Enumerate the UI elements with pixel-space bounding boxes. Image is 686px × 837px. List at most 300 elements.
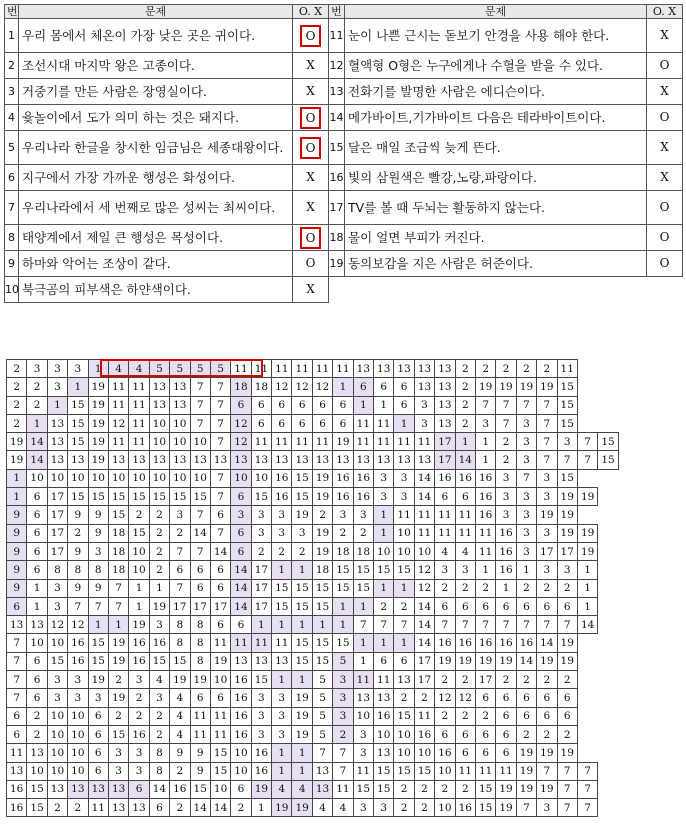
grid-cell: 11 (129, 433, 149, 451)
grid-cell: 3 (374, 469, 394, 487)
grid-cell: 14 (149, 780, 169, 798)
grid-cell: 10 (47, 707, 67, 725)
grid-cell: 3 (333, 506, 353, 524)
grid-cell: 6 (496, 707, 516, 725)
grid-cell: 9 (190, 762, 210, 780)
grid-cell: 11 (353, 671, 373, 689)
grid-cell: 3 (374, 799, 394, 817)
grid-cell: 3 (537, 799, 557, 817)
grid-cell: 2 (394, 780, 414, 798)
grid-cell: 7 (210, 524, 230, 542)
grid-cell: 1 (129, 579, 149, 597)
grid-cell: 7 (108, 597, 128, 615)
grid-cell: 17 (251, 597, 271, 615)
grid-row (7, 744, 619, 762)
grid-cell: 15 (557, 469, 577, 487)
grid-cell: 17 (47, 542, 67, 560)
grid-cell: 3 (47, 378, 67, 396)
grid-cell: 19 (312, 488, 332, 506)
grid-cell: 3 (516, 433, 536, 451)
grid-cell: 2 (292, 542, 312, 560)
grid-cell: 3 (170, 506, 190, 524)
grid-cell: 12 (414, 561, 434, 579)
grid-cell: 19 (577, 488, 597, 506)
grid-cell: 3 (47, 689, 67, 707)
grid-cell: 13 (170, 378, 190, 396)
grid-cell: 13 (27, 744, 47, 762)
grid-cell: 19 (292, 725, 312, 743)
grid-cell: 1 (7, 488, 27, 506)
grid-cell: 16 (68, 652, 88, 670)
grid-cell: 6 (435, 488, 455, 506)
grid-cell: 19 (537, 744, 557, 762)
grid-cell: 11 (210, 634, 230, 652)
grid-cell: 13 (88, 780, 108, 798)
grid-cell: 15 (88, 488, 108, 506)
grid-cell: 3 (516, 542, 536, 560)
grid-cell: 13 (149, 378, 169, 396)
grid-cell: 13 (353, 451, 373, 469)
grid-cell: 6 (272, 396, 292, 414)
grid-cell: 6 (496, 597, 516, 615)
grid-cell: 15 (47, 652, 67, 670)
grid-cell: 10 (374, 725, 394, 743)
question-number: 18 (329, 225, 345, 251)
grid-cell: 2 (455, 780, 475, 798)
grid-cell: 13 (47, 433, 67, 451)
quiz-row (5, 79, 683, 105)
grid-cell: 13 (394, 451, 414, 469)
grid-row (7, 671, 619, 689)
grid-cell: 3 (516, 506, 536, 524)
grid-cell: 3 (149, 616, 169, 634)
grid-cell: 1 (374, 396, 394, 414)
quiz-row (5, 53, 683, 79)
grid-cell: 19 (88, 451, 108, 469)
grid-cell: 19 (537, 378, 557, 396)
grid-cell: 12 (414, 579, 434, 597)
grid-cell: 16 (129, 652, 149, 670)
grid-cell: 11 (414, 506, 434, 524)
grid-cell: 19 (210, 652, 230, 670)
grid-cell: 6 (190, 561, 210, 579)
question-number: 9 (5, 251, 19, 277)
quiz-row (5, 105, 683, 131)
question-number: 13 (329, 79, 345, 105)
grid-cell: 5 (333, 652, 353, 670)
grid-cell: 15 (394, 762, 414, 780)
grid-cell: 2 (149, 725, 169, 743)
grid-cell: 8 (47, 561, 67, 579)
grid-cell: 2 (455, 360, 475, 378)
grid-cell: 6 (231, 616, 251, 634)
question-text: 우리 몸에서 체온이 가장 낮은 곳은 귀이다. (19, 19, 293, 53)
grid-cell: 19 (88, 396, 108, 414)
grid-cell: 2 (149, 506, 169, 524)
grid-cell: 4 (272, 780, 292, 798)
grid-cell: 7 (435, 616, 455, 634)
empty-cell (329, 277, 683, 303)
grid-cell: 10 (68, 707, 88, 725)
quiz-row (5, 131, 683, 165)
grid-cell: 13 (170, 396, 190, 414)
grid-cell: 3 (129, 744, 149, 762)
grid-cell: 15 (292, 579, 312, 597)
grid-cell: 3 (435, 561, 455, 579)
grid-cell: 3 (496, 469, 516, 487)
grid-cell: 3 (149, 689, 169, 707)
grid-cell: 11 (374, 433, 394, 451)
grid-cell: 14 (414, 488, 434, 506)
grid-cell: 15 (170, 488, 190, 506)
grid-cell: 16 (333, 488, 353, 506)
grid-cell: 2 (435, 780, 455, 798)
grid-cell: 17 (251, 579, 271, 597)
question-number: 12 (329, 53, 345, 79)
grid-cell: 6 (27, 652, 47, 670)
grid-cell: 2 (27, 707, 47, 725)
grid-cell: 16 (374, 707, 394, 725)
grid-cell: 3 (88, 542, 108, 560)
grid-cell: 7 (496, 616, 516, 634)
grid-cell: 8 (190, 616, 210, 634)
grid-cell: 10 (129, 561, 149, 579)
grid-cell: 2 (149, 524, 169, 542)
answer-cell (293, 19, 329, 53)
grid-cell: 13 (129, 799, 149, 817)
grid-cell: 1 (394, 634, 414, 652)
grid-cell: 19 (577, 542, 597, 560)
grid-cell: 16 (455, 799, 475, 817)
grid-cell: 15 (272, 597, 292, 615)
grid-cell: 1 (88, 616, 108, 634)
grid-cell: 16 (129, 725, 149, 743)
grid-cell: 3 (537, 561, 557, 579)
grid-cell: 7 (557, 799, 577, 817)
grid-cell: 17 (414, 671, 434, 689)
grid-cell: 1 (577, 579, 597, 597)
grid-cell: 18 (312, 561, 332, 579)
grid-cell: 2 (129, 689, 149, 707)
answer-cell: O (647, 225, 683, 251)
grid-cell: 2 (455, 579, 475, 597)
grid-cell: 17 (210, 597, 230, 615)
question-text: 하마와 악어는 조상이 같다. (19, 251, 293, 277)
grid-cell: 7 (7, 652, 27, 670)
grid-cell: 5 (312, 689, 332, 707)
grid-cell: 3 (129, 671, 149, 689)
grid-cell: 7 (557, 762, 577, 780)
grid-cell: 16 (68, 634, 88, 652)
grid-cell: 1 (292, 561, 312, 579)
question-number: 17 (329, 191, 345, 225)
grid-cell: 11 (108, 396, 128, 414)
question-number: 5 (5, 131, 19, 165)
grid-cell: 15 (292, 597, 312, 615)
grid-cell: 2 (47, 799, 67, 817)
grid-cell: 7 (516, 396, 536, 414)
grid-cell: 6 (27, 542, 47, 560)
question-text: 우리나라에서 세 번째로 많은 성씨는 최씨이다. (19, 191, 293, 225)
answer-cell: O (293, 251, 329, 277)
grid-cell: 15 (129, 524, 149, 542)
grid-cell: 7 (333, 762, 353, 780)
question-text: 조선시대 마지막 왕은 고종이다. (19, 53, 293, 79)
grid-cell: 7 (475, 616, 495, 634)
grid-cell: 11 (435, 506, 455, 524)
grid-cell: 6 (251, 396, 271, 414)
grid-cell: 8 (88, 561, 108, 579)
grid-cell: 19 (516, 762, 536, 780)
grid-cell: 2 (129, 707, 149, 725)
grid-cell: 3 (272, 707, 292, 725)
answer-cell: X (647, 165, 683, 191)
grid-cell: 7 (190, 542, 210, 560)
grid-cell: 15 (312, 579, 332, 597)
grid-cell: 2 (516, 725, 536, 743)
grid-cell: 6 (210, 689, 230, 707)
grid-cell: 19 (312, 469, 332, 487)
grid-cell: 7 (557, 616, 577, 634)
grid-row (7, 506, 619, 524)
grid-cell: 1 (292, 744, 312, 762)
grid-cell: 6 (455, 725, 475, 743)
grid-cell: 19 (108, 652, 128, 670)
grid-cell: 10 (47, 725, 67, 743)
grid-cell: 2 (170, 799, 190, 817)
grid-cell: 11 (414, 433, 434, 451)
quiz-row (5, 277, 683, 303)
grid-cell: 13 (47, 780, 67, 798)
answer-cell: X (647, 131, 683, 165)
grid-cell: 13 (27, 616, 47, 634)
grid-cell: 15 (292, 634, 312, 652)
grid-cell: 3 (496, 506, 516, 524)
grid-cell: 3 (353, 744, 373, 762)
grid-cell: 3 (516, 488, 536, 506)
grid-cell: 8 (170, 616, 190, 634)
grid-row (7, 652, 619, 670)
grid-cell: 13 (108, 799, 128, 817)
grid-cell: 19 (292, 707, 312, 725)
grid-cell: 15 (108, 725, 128, 743)
grid-cell: 5 (170, 360, 190, 378)
grid-cell: 6 (312, 396, 332, 414)
grid-cell: 16 (7, 780, 27, 798)
grid-cell: 6 (88, 707, 108, 725)
grid-cell: 6 (190, 689, 210, 707)
grid-cell: 11 (312, 360, 332, 378)
grid-cell: 19 (312, 524, 332, 542)
grid-cell: 14 (231, 561, 251, 579)
grid-cell: 1 (272, 616, 292, 634)
grid-cell: 13 (414, 360, 434, 378)
grid-cell: 2 (455, 707, 475, 725)
question-number: 10 (5, 277, 19, 303)
grid-cell: 10 (394, 542, 414, 560)
grid-cell: 2 (374, 597, 394, 615)
grid-cell: 15 (312, 634, 332, 652)
grid-cell: 7 (170, 542, 190, 560)
grid-cell: 11 (475, 524, 495, 542)
grid-cell: 7 (455, 616, 475, 634)
grid-cell: 15 (210, 744, 230, 762)
question-number: 1 (5, 19, 19, 53)
grid-cell: 11 (353, 414, 373, 432)
grid-cell: 19 (516, 780, 536, 798)
grid-cell: 10 (68, 725, 88, 743)
grid-row (7, 378, 619, 396)
grid-cell: 6 (251, 414, 271, 432)
grid-row (7, 799, 619, 817)
grid-cell: 5 (149, 360, 169, 378)
grid-cell: 13 (435, 414, 455, 432)
grid-cell: 7 (190, 378, 210, 396)
grid-cell: 15 (598, 451, 618, 469)
grid-cell: 2 (557, 725, 577, 743)
grid-cell: 18 (251, 378, 271, 396)
grid-cell: 15 (475, 799, 495, 817)
grid-cell: 8 (149, 762, 169, 780)
answer-cell: X (293, 79, 329, 105)
grid-cell: 7 (516, 469, 536, 487)
header-question: 문제 (345, 5, 647, 19)
grid-cell: 2 (455, 378, 475, 396)
grid-cell: 6 (537, 707, 557, 725)
grid-cell: 9 (7, 542, 27, 560)
grid-cell: 13 (108, 451, 128, 469)
grid-cell: 1 (333, 597, 353, 615)
question-number: 19 (329, 251, 345, 277)
grid-cell: 3 (557, 433, 577, 451)
quiz-row (5, 225, 683, 251)
question-text: 빛의 삼원색은 빨강,노랑,파랑이다. (345, 165, 647, 191)
grid-cell: 6 (537, 597, 557, 615)
grid-cell: 7 (374, 616, 394, 634)
grid-cell: 19 (475, 378, 495, 396)
grid-cell: 15 (333, 579, 353, 597)
question-number: 11 (329, 19, 345, 53)
grid-cell: 3 (251, 707, 271, 725)
grid-cell: 10 (394, 524, 414, 542)
grid-cell: 1 (251, 799, 271, 817)
grid-cell: 17 (557, 542, 577, 560)
grid-cell: 2 (496, 451, 516, 469)
grid-cell: 10 (190, 433, 210, 451)
grid-cell: 6 (435, 597, 455, 615)
grid-cell: 11 (333, 360, 353, 378)
grid-cell: 1 (292, 671, 312, 689)
grid-cell: 2 (414, 799, 434, 817)
grid-cell: 14 (516, 652, 536, 670)
grid-cell: 13 (68, 451, 88, 469)
grid-cell: 3 (475, 414, 495, 432)
grid-cell: 10 (353, 707, 373, 725)
grid-cell: 2 (537, 671, 557, 689)
grid-cell: 7 (190, 506, 210, 524)
grid-cell: 1 (129, 597, 149, 615)
grid-cell: 13 (312, 451, 332, 469)
grid-cell: 9 (88, 579, 108, 597)
grid-cell: 11 (190, 725, 210, 743)
grid-cell: 2 (537, 360, 557, 378)
question-text: 지구에서 가장 가까운 행성은 화성이다. (19, 165, 293, 191)
grid-cell: 11 (475, 542, 495, 560)
header-num: 번 (329, 5, 345, 19)
grid-cell: 15 (68, 396, 88, 414)
grid-cell: 14 (190, 799, 210, 817)
grid-cell: 1 (353, 396, 373, 414)
grid-cell: 15 (557, 378, 577, 396)
grid-cell: 2 (435, 707, 455, 725)
grid-cell: 16 (231, 671, 251, 689)
grid-cell: 2 (231, 799, 251, 817)
grid-cell: 6 (333, 396, 353, 414)
grid-cell: 19 (496, 780, 516, 798)
grid-cell: 9 (68, 542, 88, 560)
grid-cell: 2 (455, 671, 475, 689)
grid-cell: 15 (68, 414, 88, 432)
grid-cell: 10 (210, 671, 230, 689)
grid-cell: 13 (251, 451, 271, 469)
grid-cell: 1 (108, 616, 128, 634)
grid-cell: 19 (292, 799, 312, 817)
question-text: 북극곰의 피부색은 하얀색이다. (19, 277, 293, 303)
grid-cell: 16 (353, 469, 373, 487)
grid-cell: 10 (414, 542, 434, 560)
grid-cell: 2 (272, 542, 292, 560)
grid-cell: 7 (190, 414, 210, 432)
grid-cell: 6 (27, 671, 47, 689)
grid-cell: 13 (374, 744, 394, 762)
answer-box: O (300, 227, 322, 249)
grid-cell: 15 (210, 762, 230, 780)
grid-cell: 7 (333, 744, 353, 762)
grid-cell: 4 (170, 707, 190, 725)
grid-cell: 7 (88, 597, 108, 615)
grid-cell: 11 (455, 506, 475, 524)
grid-cell: 6 (557, 597, 577, 615)
grid-cell: 6 (516, 689, 536, 707)
grid-cell: 16 (170, 780, 190, 798)
grid-cell: 15 (251, 488, 271, 506)
grid-cell: 1 (47, 396, 67, 414)
grid-cell: 3 (353, 725, 373, 743)
grid-cell: 3 (251, 689, 271, 707)
header-question: 문제 (19, 5, 293, 19)
grid-cell: 11 (394, 506, 414, 524)
grid-cell: 15 (475, 780, 495, 798)
grid-cell: 6 (88, 725, 108, 743)
grid-cell: 16 (231, 689, 251, 707)
grid-cell: 15 (272, 579, 292, 597)
header-num: 번 (5, 5, 19, 19)
grid-cell: 4 (292, 780, 312, 798)
grid-cell: 3 (496, 488, 516, 506)
grid-cell: 7 (496, 396, 516, 414)
grid-cell: 16 (272, 469, 292, 487)
grid-cell: 6 (231, 396, 251, 414)
grid-cell: 14 (231, 597, 251, 615)
grid-cell: 15 (557, 414, 577, 432)
grid-cell: 7 (577, 799, 597, 817)
answer-cell: X (293, 191, 329, 225)
grid-cell: 18 (108, 542, 128, 560)
grid-cell: 5 (312, 725, 332, 743)
grid-cell: 12 (435, 689, 455, 707)
grid-cell: 7 (68, 597, 88, 615)
grid-cell: 10 (27, 469, 47, 487)
